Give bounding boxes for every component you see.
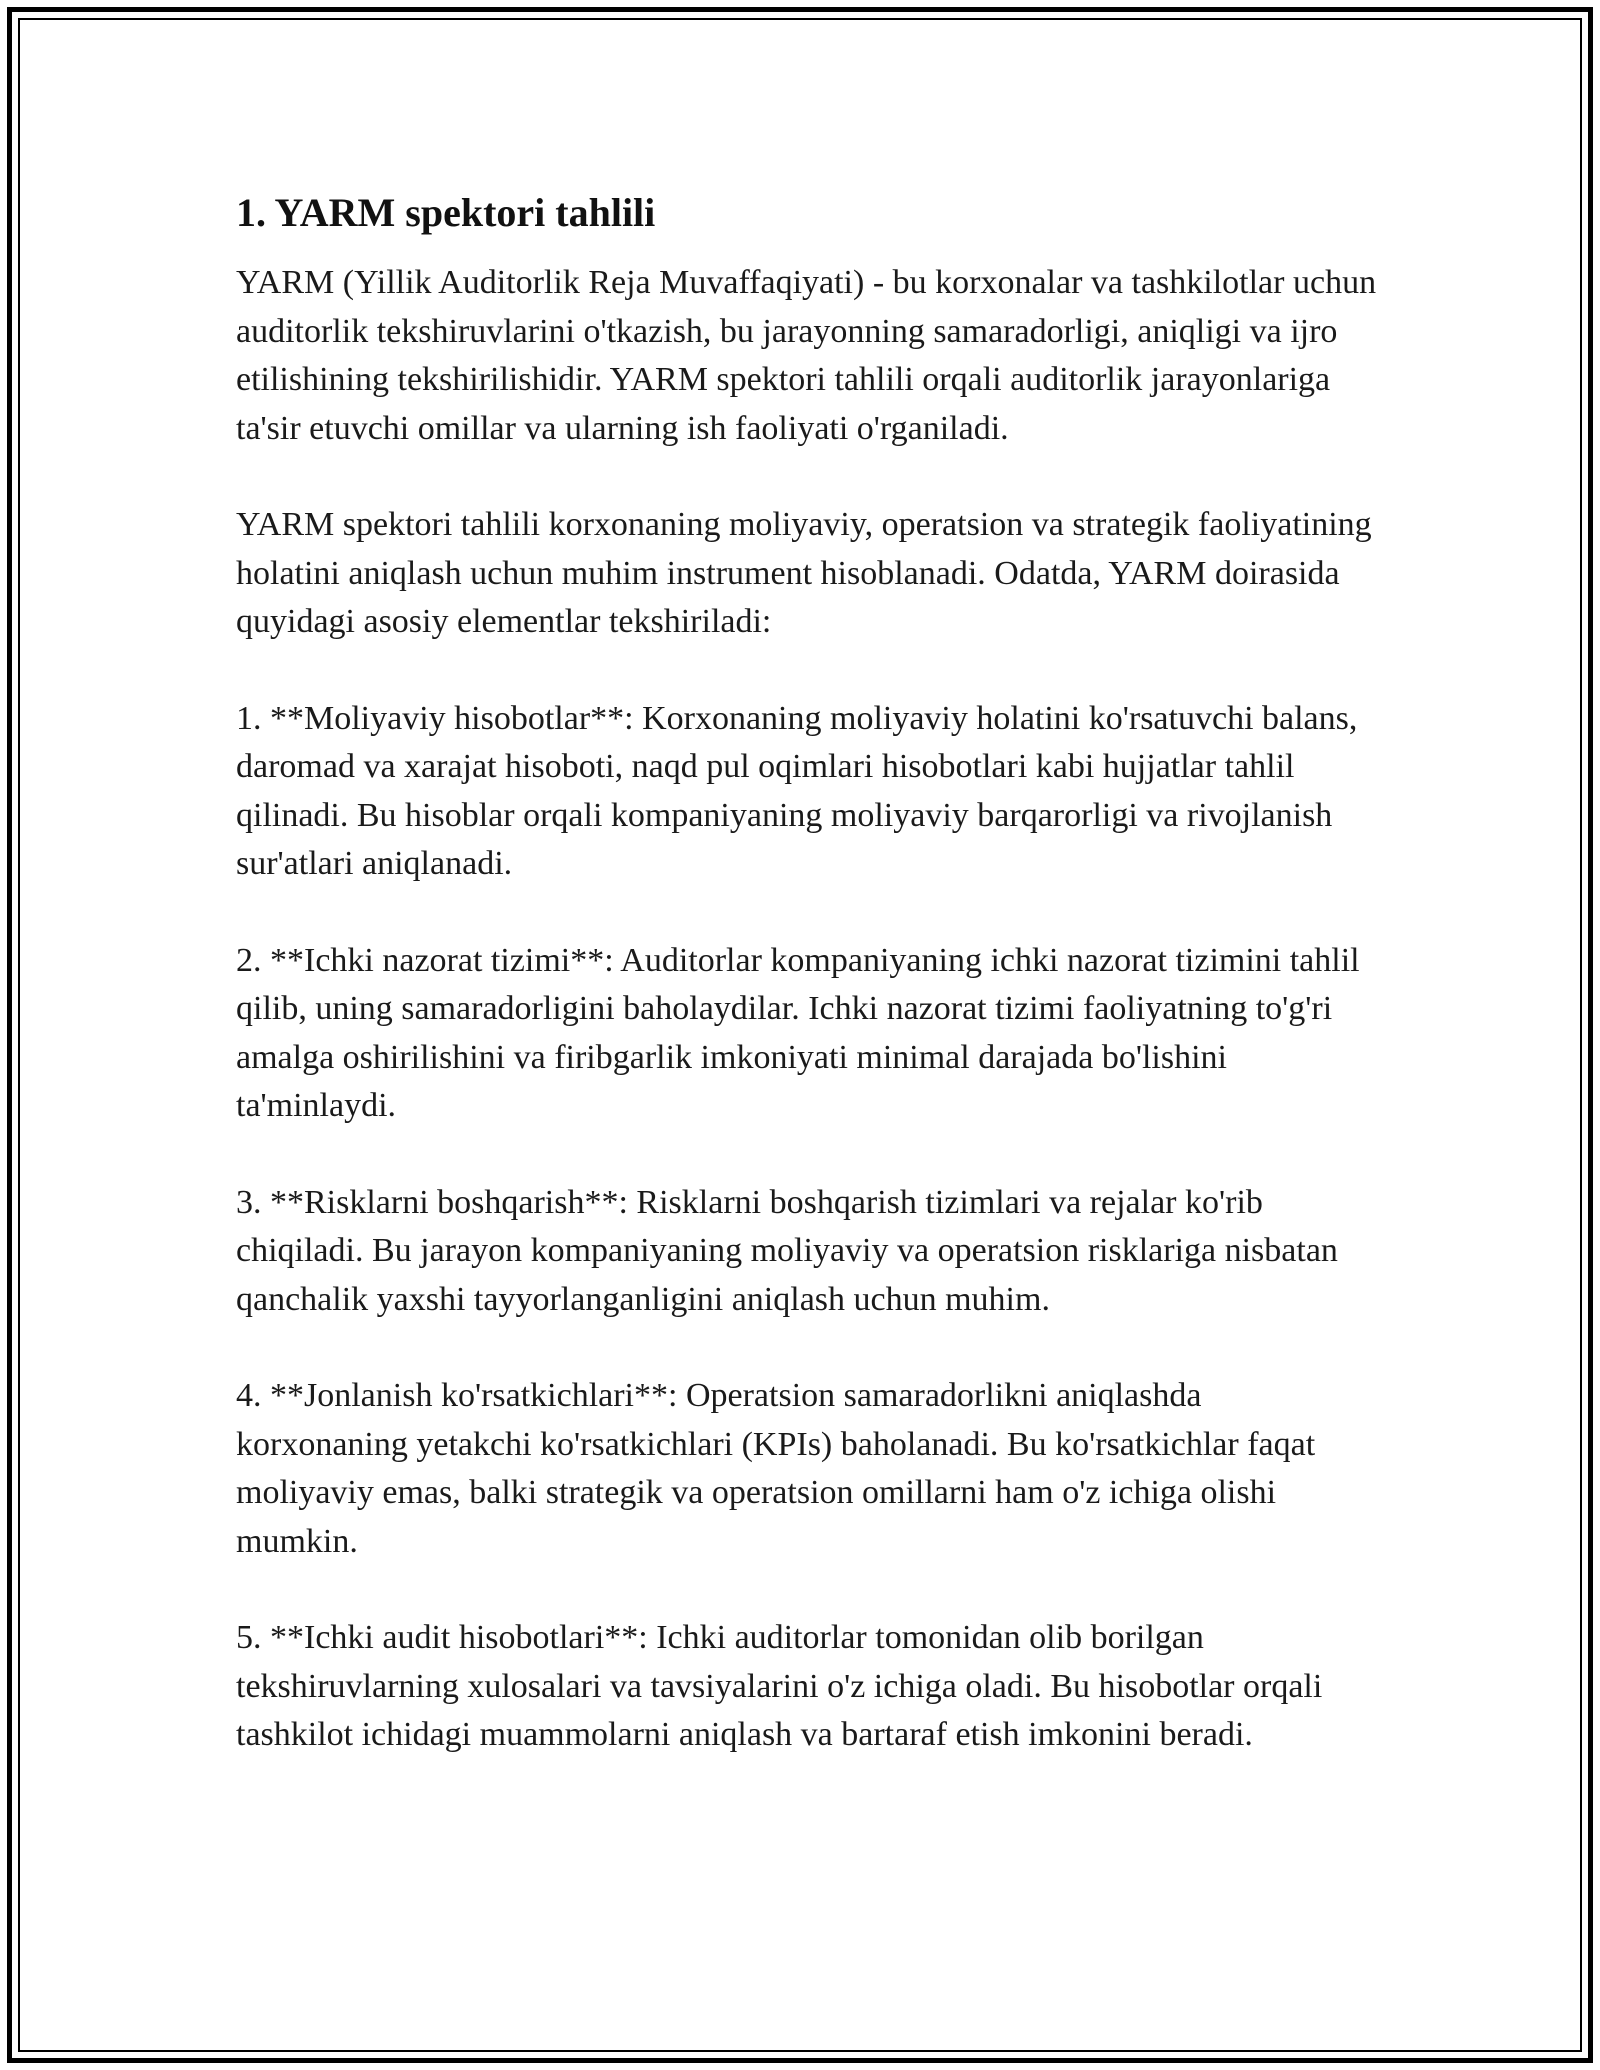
list-item-financial-reports: 1. **Moliyaviy hisobotlar**: Korxonaning moliyaviy holatini ko'rsatuvchi balans, daromad va xarajat hisoboti, naqd pul oqimlari hisobotlari kabi hujjatlar tahlil qilinadi. Bu hisoblar orqali kompaniyaning moliyaviy barqarorligi va rivojlanish sur'atlari aniqlanadi.: [236, 699, 1358, 882]
list-item-internal-control: 2. **Ichki nazorat tizimi**: Auditorlar kompaniyaning ichki nazorat tizimini tahlil qilib, uning samaradorligini baholaydilar. Ichki nazorat tizimi faoliyatning to'g'ri amalga oshirilishini va firibgarlik imkoniyati minimal darajada bo'lishini ta'minlaydi.: [236, 941, 1360, 1124]
document-body: [236, 184, 1380, 1808]
list-item-performance-indicators: 4. **Jonlanish ko'rsatkichlari**: Operatsion samaradorlikni aniqlashda korxonaning yetakchi ko'rsatkichlari (KPIs) baholanadi. Bu ko'rsatkichlar faqat moliyaviy emas, balki strategik va operatsion omillarni ham o'z ichiga olishi mumkin.: [236, 1377, 1316, 1560]
intro-paragraph: YARM (Yillik Auditorlik Reja Muvaffaqiyati) - bu korxonalar va tashkilotlar uchun auditorlik tekshiruvlarini o'tkazish, bu jarayonning samaradorligi, aniqligi va ijro etilishining tekshirilishidir. YARM spektori tahlili orqali auditorlik jarayonlariga ta'sir etuvchi omillar va ularning ish faoliyati o'rganiladi.: [236, 264, 1377, 447]
overview-paragraph: YARM spektori tahlili korxonaning moliyaviy, operatsion va strategik faoliyatining holatini aniqlash uchun muhim instrument hisoblanadi. Odatda, YARM doirasida quyidagi asosiy elementlar tekshiriladi:: [236, 506, 1372, 640]
list-item-internal-audit-reports: 5. **Ichki audit hisobotlari**: Ichki auditorlar tomonidan olib borilgan tekshiruvlarning xulosalari va tavsiyalarini o'z ichiga oladi. Bu hisobotlar orqali tashkilot ichidagi muammolarni aniqlash va bartaraf etish imkonini beradi.: [236, 1619, 1323, 1753]
list-item-risk-management: 3. **Risklarni boshqarish**: Risklarni boshqarish tizimlari va rejalar ko'rib chiqiladi. Bu jarayon kompaniyaning moliyaviy va operatsion risklariga nisbatan qanchalik yaxshi tayyorlanganligini aniqlash uchun muhim.: [236, 1183, 1338, 1318]
section-heading: 1. YARM spektori tahlili: [236, 190, 656, 235]
